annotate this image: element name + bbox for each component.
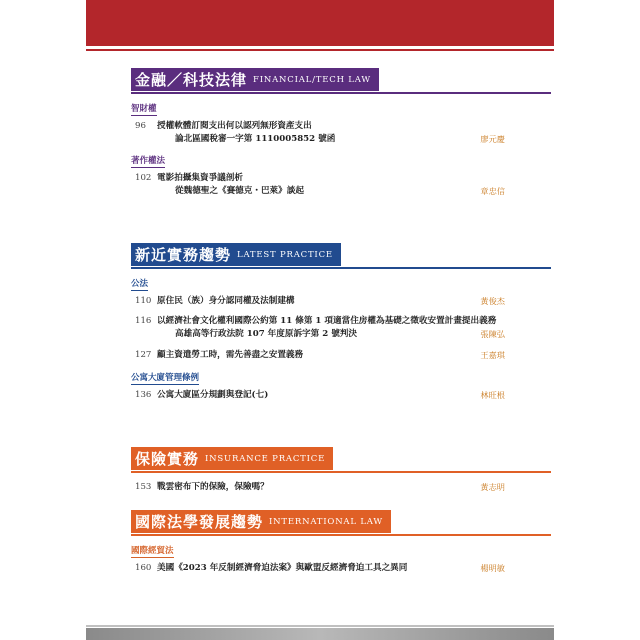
section-header xyxy=(131,510,391,533)
section-international-law xyxy=(131,510,551,578)
footer-band xyxy=(86,628,554,640)
section-rule xyxy=(131,471,551,473)
group-label: 公寓大廈管理條例 xyxy=(131,373,200,383)
toc-entry[interactable] xyxy=(131,349,551,365)
page-number: 102 xyxy=(135,173,152,183)
entry-author: 王嘉琪 xyxy=(480,350,505,360)
toc-entry[interactable] xyxy=(131,389,551,405)
footer-rule xyxy=(86,625,554,627)
section-rule xyxy=(131,92,551,94)
entry-title: 電影拍攝集資爭議剖析 xyxy=(157,173,243,183)
entry-author: 黃俊杰 xyxy=(480,296,505,306)
entry-subtitle: 從魏德聖之《賽德克・巴萊》談起 xyxy=(175,186,304,196)
page-number: 96 xyxy=(135,121,146,131)
section-title-en: LATEST PRACTICE xyxy=(237,249,333,260)
page-number: 127 xyxy=(135,350,152,360)
section-insurance-practice xyxy=(131,447,551,497)
entry-author: 廖元慶 xyxy=(480,134,505,144)
entry-title: 顧主資遣勞工時，需先善盡之安置義務 xyxy=(157,350,304,360)
section-rule xyxy=(131,267,551,269)
section-title-zh: 國際法學發展趨勢 xyxy=(135,513,264,531)
toc-entry[interactable] xyxy=(131,120,551,148)
entry-author: 林旺根 xyxy=(480,390,505,400)
page-number: 110 xyxy=(135,296,152,306)
toc-entry[interactable] xyxy=(131,562,551,578)
header-band xyxy=(86,0,554,46)
section-title-en: INTERNATIONAL LAW xyxy=(269,516,383,527)
section-title-zh: 保險實務 xyxy=(135,450,200,468)
page-number: 116 xyxy=(135,316,152,326)
entry-author: 楊明敏 xyxy=(480,563,505,573)
toc-entry[interactable] xyxy=(131,315,551,345)
section-header xyxy=(131,68,379,91)
section-title-zh: 新近實務趨勢 xyxy=(135,246,232,264)
page-number: 136 xyxy=(135,390,152,400)
entry-author: 黃志明 xyxy=(480,482,505,492)
page-number: 160 xyxy=(135,563,152,573)
header-rule xyxy=(86,49,554,51)
section-title-zh: 金融／科技法律 xyxy=(135,71,248,89)
page-number: 153 xyxy=(135,482,152,492)
entry-title: 戰雲密布下的保險，保險嗎？ xyxy=(157,482,269,492)
toc-entry[interactable] xyxy=(131,172,551,200)
entry-title: 原住民（族）身分認同權及法制建構 xyxy=(157,296,295,306)
entry-title: 授權軟體訂閱支出何以認列無形資產支出 xyxy=(157,121,312,131)
entry-subtitle: 高雄高等行政法院 107 年度原訴字第 2 號判決 xyxy=(175,329,357,339)
group-label: 智財權 xyxy=(131,104,157,114)
group-label: 著作權法 xyxy=(131,156,166,166)
entry-title: 以經濟社會文化權利國際公約第 11 條第 1 項適當住房權為基礎之徵收安置計畫提出義務 xyxy=(157,316,497,326)
section-title-en: FINANCIAL/TECH LAW xyxy=(253,74,371,85)
section-rule xyxy=(131,534,551,536)
toc-entry[interactable] xyxy=(131,481,551,497)
toc-entry[interactable] xyxy=(131,295,551,311)
group-label: 國際經貿法 xyxy=(131,546,174,556)
entry-author: 張陳弘 xyxy=(480,329,505,339)
section-title-en: INSURANCE PRACTICE xyxy=(205,453,326,464)
section-financial-tech-law xyxy=(131,68,551,200)
entry-subtitle: 論北區國稅審一字第 1110005852 號函 xyxy=(175,134,336,144)
entry-title: 公寓大廈區分規劃與登記(七) xyxy=(157,390,269,400)
section-header xyxy=(131,243,341,266)
group-label: 公法 xyxy=(131,279,149,289)
section-header xyxy=(131,447,333,470)
section-latest-practice xyxy=(131,243,551,405)
entry-title: 美國《2023 年反制經濟脅迫法案》與歐盟反經濟脅迫工具之異同 xyxy=(157,563,408,573)
entry-author: 章忠信 xyxy=(480,186,505,196)
